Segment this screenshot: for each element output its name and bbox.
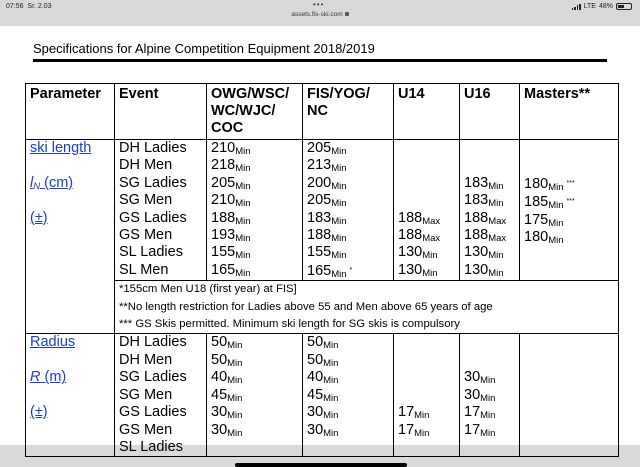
spec-value xyxy=(524,157,614,174)
spec-value: $30_{Min}$ xyxy=(307,404,339,422)
event-name: GS Men xyxy=(119,227,173,244)
ski-events xyxy=(115,140,207,281)
spec-value xyxy=(398,140,455,157)
spec-value xyxy=(398,175,455,192)
title-rule xyxy=(33,59,607,62)
footnote-marker: *** xyxy=(566,179,575,187)
spec-value: $193_{Min}$ xyxy=(211,227,251,245)
header-u14: U14 xyxy=(394,84,460,140)
spec-value: $30_{Min}$ xyxy=(211,404,243,422)
header-owg: OWG/WSC/ WC/WJC/ COC xyxy=(207,84,303,140)
spec-value: $30_{Min}$ xyxy=(211,421,243,439)
spec-value: $50_{Min}$ xyxy=(307,334,339,352)
event-name: GS Men xyxy=(119,421,173,438)
spec-table xyxy=(25,83,619,457)
spec-value: $188_{Min}$ xyxy=(307,227,347,245)
status-time: 07:56 Sr. 2.03 xyxy=(6,3,52,10)
spec-value: $183_{Min}$ xyxy=(464,192,504,210)
battery-icon xyxy=(616,3,632,10)
spec-value xyxy=(398,352,455,369)
home-indicator[interactable] xyxy=(235,463,407,467)
spec-value xyxy=(398,157,455,174)
spec-value: $17_{Min}$ xyxy=(398,404,430,422)
ski-u14-values xyxy=(394,140,460,281)
header-fis: FIS/YOG/ NC xyxy=(303,84,394,140)
ski-owg-values xyxy=(207,140,303,281)
address-bar[interactable]: assets.fis-ski.com xyxy=(0,11,640,18)
spec-value: $205_{Min}$ xyxy=(307,192,347,210)
ski-notes xyxy=(115,281,619,334)
spec-value: $40_{Min}$ xyxy=(307,369,339,387)
spec-value: $180_{Min}$ *** xyxy=(524,175,575,193)
spec-value: $30_{Min}$ xyxy=(307,421,339,439)
spec-value xyxy=(398,387,455,404)
spec-value: $218_{Min}$ xyxy=(211,157,251,175)
header-row xyxy=(26,84,619,140)
spec-value: $188_{Max}$ xyxy=(398,227,441,245)
document-page xyxy=(0,26,640,455)
spec-value: $50_{Min}$ xyxy=(211,334,243,352)
ski-fis-values xyxy=(303,140,394,281)
status-bar xyxy=(0,0,640,26)
status-indicators xyxy=(572,3,632,10)
event-name: GS Ladies xyxy=(119,209,187,226)
spec-value: $155_{Min}$ xyxy=(307,244,347,262)
ski-length-symbol-link[interactable]: $l_N$ (cm) xyxy=(30,174,74,192)
event-name: SL Men xyxy=(119,261,169,278)
event-name: DH Ladies xyxy=(119,334,187,351)
spec-value xyxy=(524,140,614,157)
event-name: SL Ladies xyxy=(119,244,183,261)
note-3: *** GS Skis permitted. Minimum ski length for SG skis is compulsory xyxy=(119,318,460,331)
header-u16: U16 xyxy=(460,84,520,140)
spec-value: $183_{Min}$ xyxy=(464,174,504,192)
event-name: DH Ladies xyxy=(119,140,187,156)
ski-notes-row xyxy=(26,281,619,334)
ski-length-tolerance-link[interactable]: (±) xyxy=(30,209,48,226)
page-title: Specifications for Alpine Competition Equipment 2018/2019 xyxy=(33,41,375,56)
spec-value xyxy=(464,157,515,174)
spec-value xyxy=(464,352,515,369)
spec-value: $50_{Min}$ xyxy=(211,351,243,369)
note-2: **No length restriction for Ladies above 55 and Men above 65 years of age xyxy=(119,300,493,313)
event-name: SG Ladies xyxy=(119,369,187,386)
event-name: DH Men xyxy=(119,157,173,174)
lock-icon xyxy=(345,12,349,16)
signal-icon xyxy=(572,4,581,10)
spec-value: $165_{Min}$ xyxy=(211,261,251,279)
ski-length-param xyxy=(26,140,115,334)
event-name: DH Men xyxy=(119,351,173,368)
spec-value: $180_{Min}$ xyxy=(524,229,564,247)
spec-value: $213_{Min}$ xyxy=(307,157,347,175)
spec-value: $210_{Min}$ xyxy=(211,140,251,157)
radius-events xyxy=(115,334,207,457)
spec-value: $130_{Min}$ xyxy=(398,261,438,279)
spec-value xyxy=(398,334,455,351)
note-1: *155cm Men U18 (first year) at FIS] xyxy=(119,283,297,296)
header-parameter: Parameter xyxy=(26,84,115,140)
event-name: SG Men xyxy=(119,386,173,403)
radius-link[interactable]: Radius xyxy=(30,334,76,351)
spec-value: $17_{Min}$ xyxy=(398,421,430,439)
network-label: LTE xyxy=(583,3,596,10)
spec-value xyxy=(398,192,455,209)
event-name: SL Ladies xyxy=(119,438,183,455)
spec-value: $205_{Min}$ xyxy=(307,140,347,157)
spec-value: $188_{Max}$ xyxy=(464,209,507,227)
spec-value: $30_{Min}$ xyxy=(464,369,496,387)
spec-value: $188_{Max}$ xyxy=(464,227,507,245)
spec-value: $188_{Max}$ xyxy=(398,209,441,227)
ski-masters-values xyxy=(520,140,619,281)
spec-value: $17_{Min}$ xyxy=(464,421,496,439)
spec-value: $130_{Min}$ xyxy=(398,244,438,262)
header-event: Event xyxy=(115,84,207,140)
ski-u16-values xyxy=(460,140,520,281)
footnote-marker: *** xyxy=(566,198,575,206)
spec-value: $210_{Min}$ xyxy=(211,192,251,210)
spec-value: $185_{Min}$ *** xyxy=(524,194,575,212)
spec-value: $45_{Min}$ xyxy=(211,386,243,404)
event-name: GS Ladies xyxy=(119,404,187,421)
battery-percent: 48% xyxy=(598,3,613,10)
spec-value: $50_{Min}$ xyxy=(307,351,339,369)
spec-value xyxy=(464,334,515,351)
radius-masters-values xyxy=(520,334,619,457)
spec-value: $155_{Min}$ xyxy=(211,244,251,262)
more-dots-icon[interactable]: ••• xyxy=(313,0,325,9)
spec-value: $130_{Min}$ xyxy=(464,261,504,279)
spec-value: $188_{Min}$ xyxy=(211,209,251,227)
radius-row xyxy=(26,334,619,457)
spec-value: $183_{Min}$ xyxy=(307,209,347,227)
spec-value xyxy=(464,140,515,157)
spec-value: $205_{Min}$ xyxy=(211,174,251,192)
footnote-marker: * xyxy=(349,266,353,274)
spec-value: $200_{Min}$ xyxy=(307,174,347,192)
ski-length-link[interactable]: ski length xyxy=(30,140,92,156)
radius-u14-values xyxy=(394,334,460,457)
event-name: SG Ladies xyxy=(119,174,187,191)
radius-param xyxy=(26,334,115,457)
spec-value: $40_{Min}$ xyxy=(211,369,243,387)
spec-value xyxy=(398,369,455,386)
header-masters: Masters** xyxy=(520,84,619,140)
ski-length-row xyxy=(26,140,619,281)
radius-u16-values xyxy=(460,334,520,457)
radius-tolerance-link[interactable]: (±) xyxy=(30,404,48,421)
spec-value: $17_{Min}$ xyxy=(464,404,496,422)
radius-symbol-link[interactable]: R (m) xyxy=(30,369,67,386)
radius-fis-values xyxy=(303,334,394,457)
spec-value: $45_{Min}$ xyxy=(307,386,339,404)
radius-owg-values xyxy=(207,334,303,457)
spec-value: $165_{Min}$ * xyxy=(307,262,353,280)
spec-value: $130_{Min}$ xyxy=(464,244,504,262)
event-name: SG Men xyxy=(119,192,173,209)
spec-value: $30_{Min}$ xyxy=(464,386,496,404)
spec-value: $175_{Min}$ xyxy=(524,211,564,229)
